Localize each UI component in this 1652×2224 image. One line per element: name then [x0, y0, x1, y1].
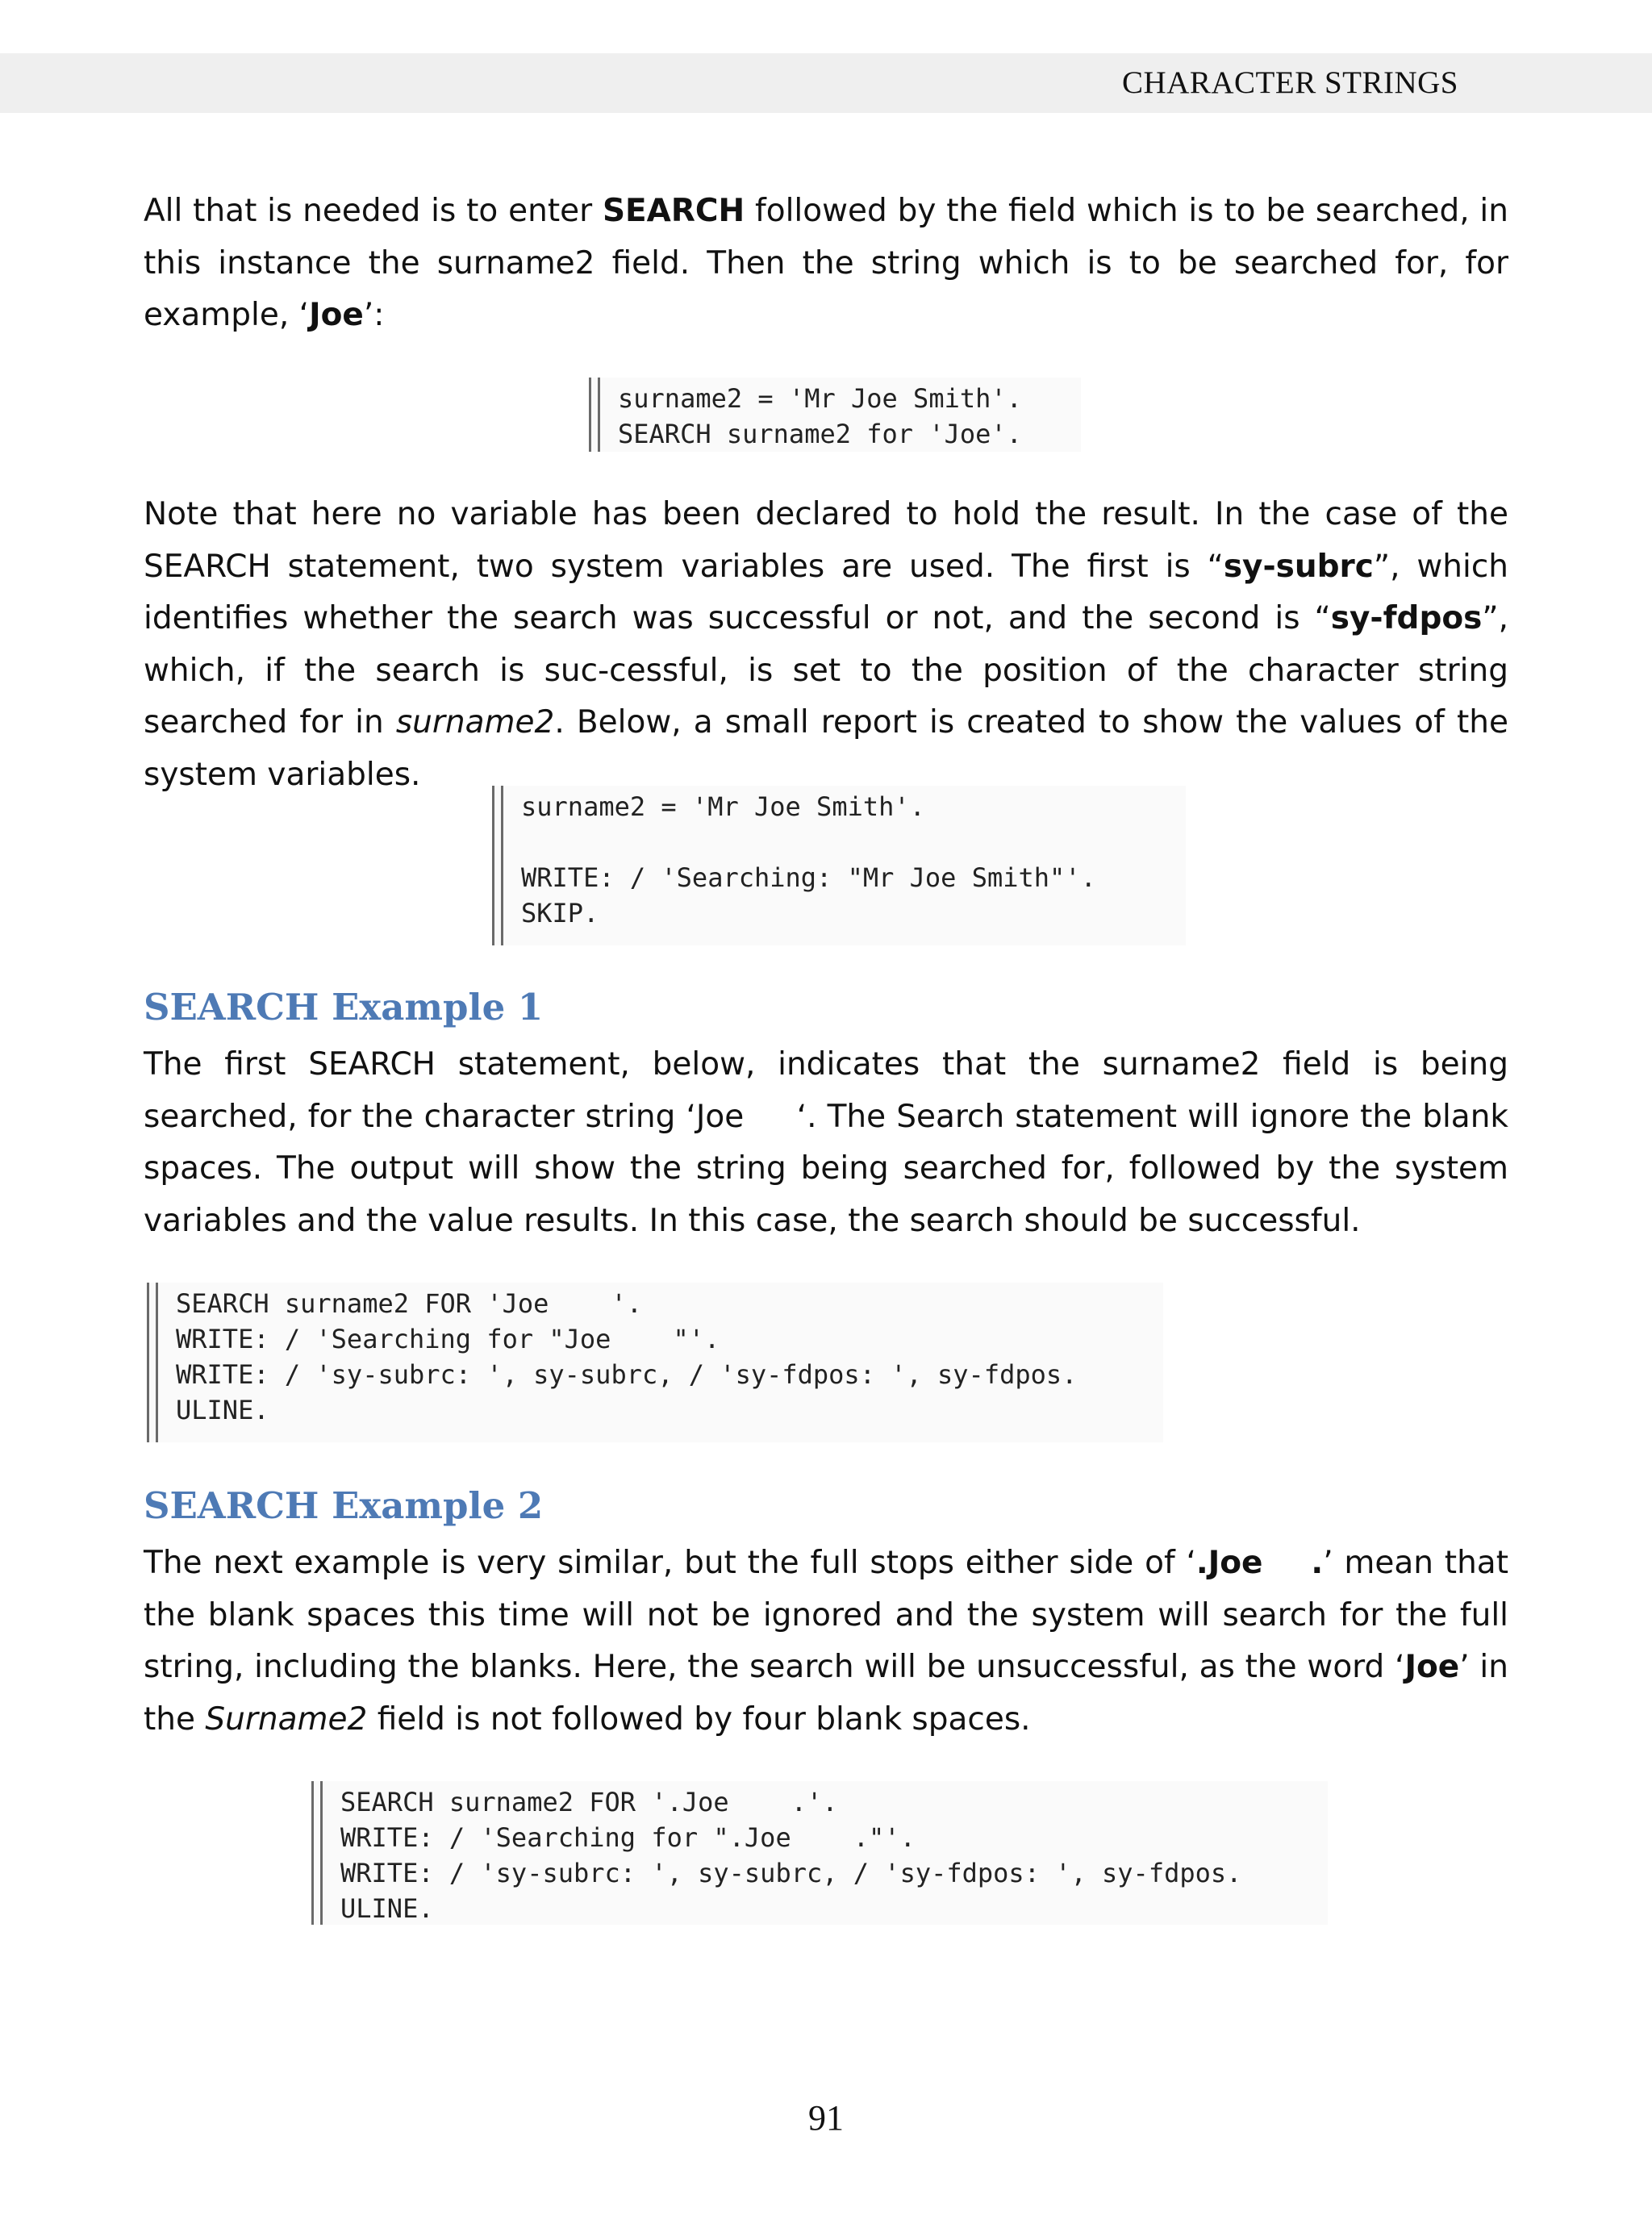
code-block-rule [589, 378, 600, 452]
page-number: 91 [808, 2098, 844, 2138]
intro-text-2: followed by the field which is to be searched, in this instance the surname2 field. Then the string which is to be searched for, for example, ‘ [144, 193, 1508, 333]
example-2-italic-surname2: Surname2 [205, 1700, 368, 1738]
code-line: ULINE. [340, 1893, 434, 1924]
code-block-3 [147, 1283, 1163, 1442]
code-line: SEARCH surname2 FOR '.Joe .'. [340, 1787, 838, 1817]
code-line: SEARCH surname2 FOR 'Joe '. [176, 1288, 642, 1319]
code-block-1 [589, 378, 1081, 452]
system-variables-paragraph [144, 489, 1508, 801]
code-line: SKIP. [521, 898, 599, 928]
code-line: SEARCH surname2 for 'Joe'. [618, 419, 1022, 449]
example-2-paragraph [144, 1538, 1519, 1746]
code-block-rule [311, 1781, 323, 1925]
code-lines [176, 1286, 1077, 1428]
intro-paragraph [144, 186, 1508, 342]
code-line: WRITE: / 'Searching for "Joe "'. [176, 1324, 720, 1354]
intro-keyword-search: SEARCH [602, 193, 745, 229]
intro-text-3: ’: [363, 297, 385, 333]
code-lines [618, 381, 1022, 452]
code-block-rule [492, 786, 503, 945]
example-2-keyword-joe-dots: .Joe . [1195, 1545, 1324, 1581]
sysvar-keyword-fdpos: sy-fdpos [1330, 600, 1483, 636]
intro-text-1: All that is needed is to enter [144, 193, 603, 229]
code-block-4 [311, 1781, 1328, 1925]
example-2-text-2: ’ mean that the blank spaces this time will not be ignored and the system will search for the full string, including the blanks. Here, the search will be unsuccessful, as the word ‘ [144, 1545, 1519, 1685]
sysvar-text-4: . Below, a small report is created to show the values of the system variables. [144, 704, 1508, 793]
section-heading-example-1: SEARCH Example 1 [144, 986, 544, 1029]
code-block-rule [147, 1283, 158, 1442]
sysvar-keyword-subrc: sy-subrc [1223, 548, 1374, 585]
code-line: surname2 = 'Mr Joe Smith'. [618, 383, 1022, 414]
example-2-text-3: ’ in the [144, 1649, 1519, 1738]
running-header-title: CHARACTER STRINGS [1122, 65, 1458, 100]
code-line: WRITE: / 'sy-subrc: ', sy-subrc, / 'sy-fdpos: ', sy-fdpos. [340, 1858, 1242, 1888]
code-line: WRITE: / 'Searching for ".Joe ."'. [340, 1822, 916, 1853]
example-2-text-1: The next example is very similar, but the full stops either side of ‘ [144, 1545, 1196, 1581]
sysvar-text-3: ”, which, if the search is suc-cessful, is set to the position of the character string searched for in [144, 600, 1508, 741]
example-2-keyword-joe: Joe [1404, 1649, 1460, 1685]
section-heading-example-2: SEARCH Example 2 [144, 1484, 544, 1527]
code-block-2 [492, 786, 1186, 945]
code-line: surname2 = 'Mr Joe Smith'. [521, 791, 925, 822]
example-2-text-4: field is not followed by four blank spaces. [367, 1700, 1031, 1738]
code-line: ULINE. [176, 1395, 269, 1425]
code-line: WRITE: / 'sy-subrc: ', sy-subrc, / 'sy-fdpos: ', sy-fdpos. [176, 1359, 1078, 1390]
code-lines [340, 1784, 1241, 1926]
sysvar-italic-surname2: surname2 [395, 704, 555, 741]
code-line: WRITE: / 'Searching: "Mr Joe Smith"'. [521, 862, 1096, 893]
code-lines [521, 789, 1096, 931]
sysvar-text-2: ”, which identifies whether the search was successful or not, and the second is “ [144, 548, 1508, 636]
sysvar-text-1: Note that here no variable has been declared to hold the result. In the case of the SEARCH statement, two system variables are used. The first is “ [144, 496, 1508, 585]
code-line [521, 824, 1096, 860]
intro-keyword-joe: Joe [309, 297, 364, 333]
example-1-paragraph: The first SEARCH statement, below, indicates that the surname2 field is being searched, for the character string ‘Joe ‘. The Search statement will ignore the blank spaces. The output will show the string being searched for, followed by the system variables and the value results. In this case, the search should be successful. [144, 1046, 1519, 1239]
